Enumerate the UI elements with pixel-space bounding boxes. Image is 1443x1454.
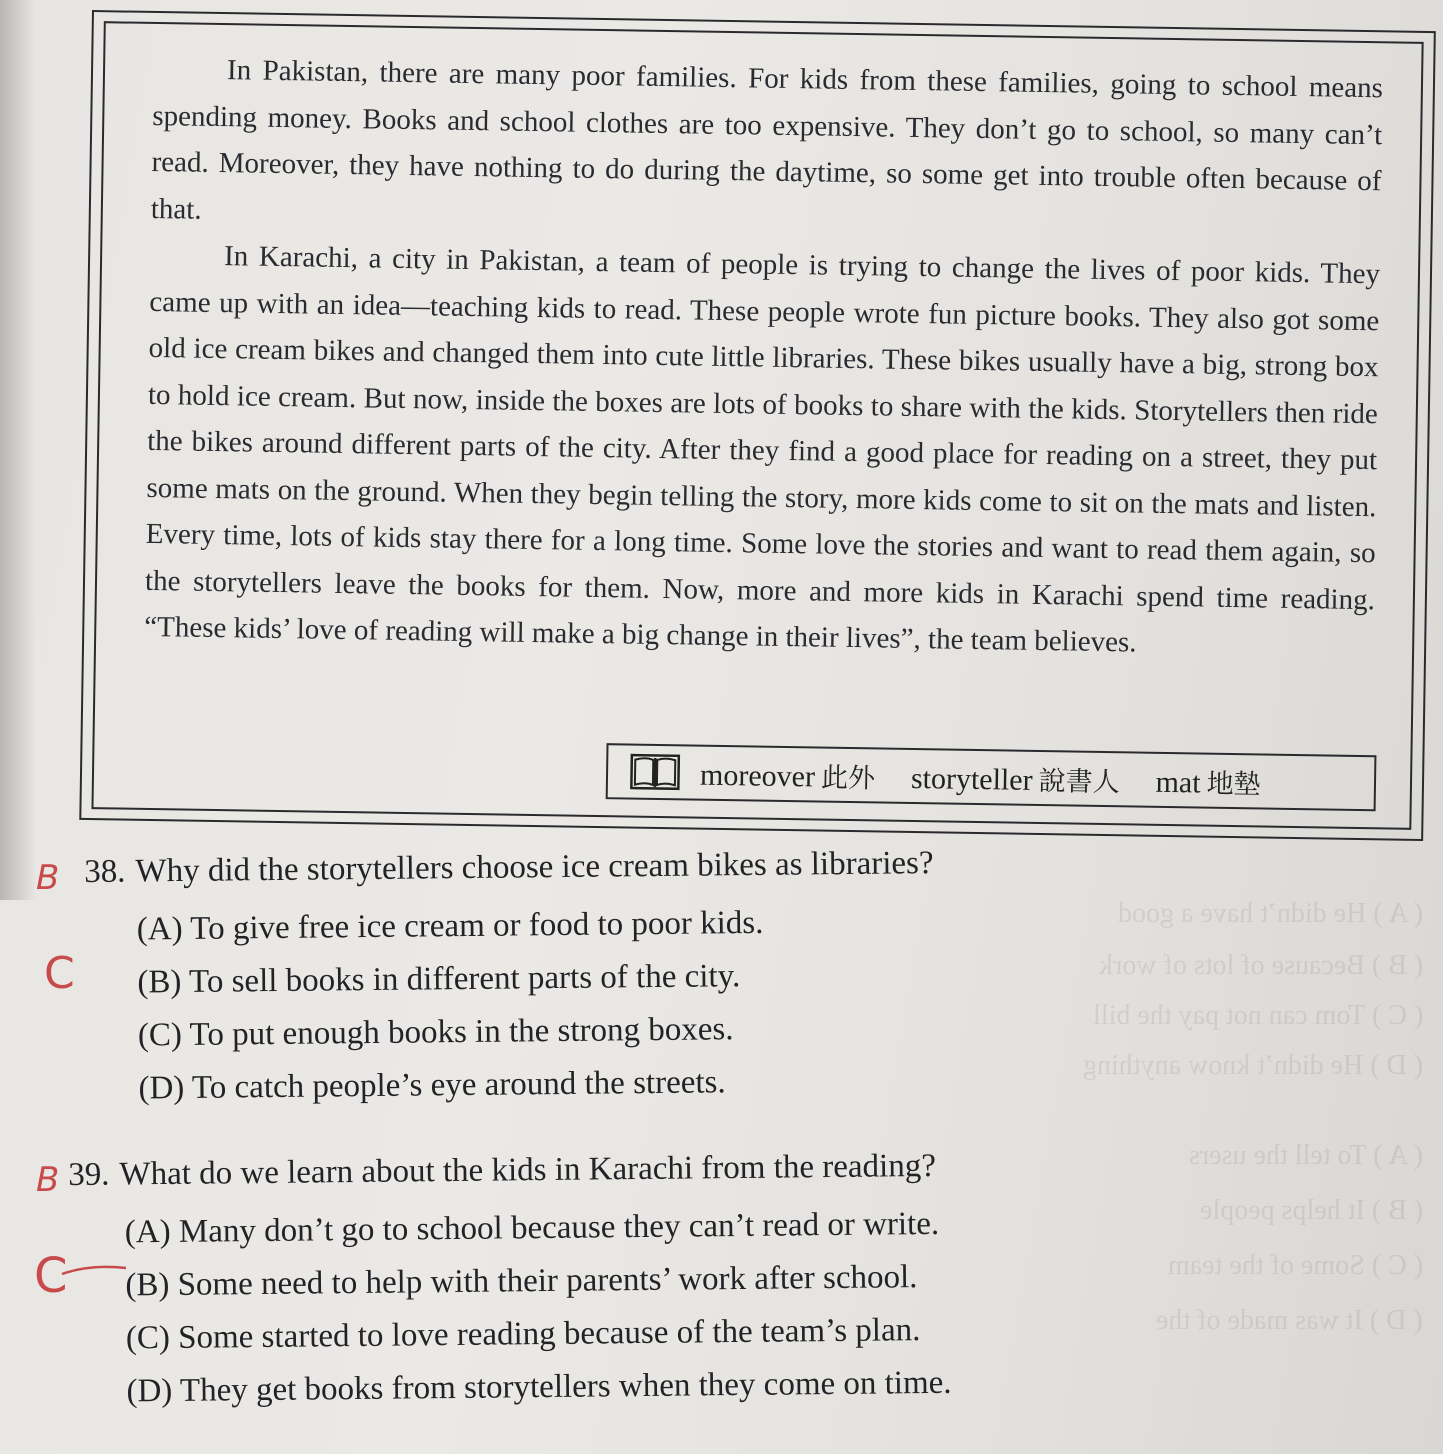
question-stem <box>84 843 934 892</box>
bleed-through-text: ( C ) Some of the team <box>1167 1250 1423 1281</box>
bleed-through-text: ( B ) It helps people <box>1199 1195 1423 1226</box>
vocab-item-mat <box>1155 760 1261 801</box>
vocab-translation: 此外 <box>820 762 876 794</box>
bleed-through-text: ( D ) He didn’t know anything <box>1082 1050 1423 1081</box>
option-c[interactable]: (C) Some started to love reading because of the team’s plan. <box>125 1312 921 1357</box>
bleed-through-text: ( C ) Tom can not pay the bill <box>1092 1000 1423 1031</box>
question-number: 39. <box>68 1156 110 1193</box>
vocab-word: moreover <box>699 758 816 793</box>
bleed-through-text: ( D ) It was made of the <box>1156 1305 1423 1336</box>
reading-passage <box>144 46 1383 670</box>
vocab-translation: 地墊 <box>1206 768 1261 800</box>
bleed-through-text: ( A ) To tell the users <box>1189 1140 1423 1171</box>
answer-options <box>137 895 937 1115</box>
handwritten-answer-38: B <box>36 858 60 898</box>
vocabulary-box <box>606 743 1377 811</box>
passage-paragraph-1: In Pakistan, there are many poor families. For kids from these families, going to school means spending money. Books and school clothes are too expensive. They don’t go to school, so many can’t read. Moreover, they have nothing to do during the daytime, so some get into trouble often because of that. <box>150 54 1384 226</box>
option-d[interactable]: (D) They get books from storytellers when they come on time. <box>126 1364 952 1410</box>
bleed-through-text: ( A ) He didn’t have a good <box>1117 898 1423 929</box>
question-38 <box>84 843 936 1116</box>
open-book-icon <box>630 754 681 791</box>
passage-paragraph-2: In Karachi, a city in Pakistan, a team of people is trying to change the lives of poor kids. They came up with an idea—teaching kids to read. These people wrote fun picture books. They also got some old ice cream bikes and changed them into cute little libraries. These bikes usually have a big, strong box to hold ice cream. But now, inside the boxes are lots of books to share with the kids. Storytellers then ride the bikes around different parts of the city. After they find a good place for reading on a street, they put some mats on the ground. When they begin telling the story, more kids come to sit on the mats and listen. Every time, lots of kids stay there for a long time. Some love the stories and want to read them again, so the storytellers leave the books for them. Now, more and more kids in Karachi spend time reading. “These kids’ love of reading will make a big change in their lives”, the team believes. <box>144 240 1381 659</box>
handwritten-mark-39: C <box>34 1248 68 1304</box>
vocab-translation: 說書人 <box>1038 765 1120 798</box>
vocab-word: mat <box>1155 765 1201 800</box>
bleed-through-text: ( B ) Because of lots of work <box>1098 950 1423 981</box>
option-c[interactable]: (C) To put enough books in the strong boxes. <box>137 1011 734 1054</box>
question-text: Why did the storytellers choose ice cream bikes as libraries? <box>135 845 934 890</box>
option-b[interactable]: (B) To sell books in different parts of the city. <box>137 958 741 1001</box>
handwritten-mark-38: C <box>44 948 75 999</box>
question-39 <box>68 1146 952 1419</box>
vocab-item-storyteller <box>911 756 1120 798</box>
handwritten-answer-39: B <box>36 1160 60 1200</box>
reading-passage-box <box>91 21 1423 830</box>
handwritten-stroke <box>60 1262 130 1282</box>
reading-passage-frame <box>79 10 1436 841</box>
vocab-item-moreover <box>700 753 876 795</box>
answer-options <box>125 1198 952 1419</box>
option-a[interactable]: (A) To give free ice cream or food to poor kids. <box>136 904 764 948</box>
question-number: 38. <box>84 853 126 890</box>
question-stem <box>68 1146 949 1195</box>
question-text: What do we learn about the kids in Karachi from the reading? <box>119 1147 937 1193</box>
option-d[interactable]: (D) To catch people’s eye around the streets. <box>138 1064 726 1107</box>
option-a[interactable]: (A) Many don’t go to school because they can’t read or write. <box>124 1205 940 1251</box>
page-spine-shadow <box>0 0 36 900</box>
vocab-word: storyteller <box>910 761 1033 797</box>
option-b[interactable]: (B) Some need to help with their parents’ work after school. <box>125 1259 918 1304</box>
